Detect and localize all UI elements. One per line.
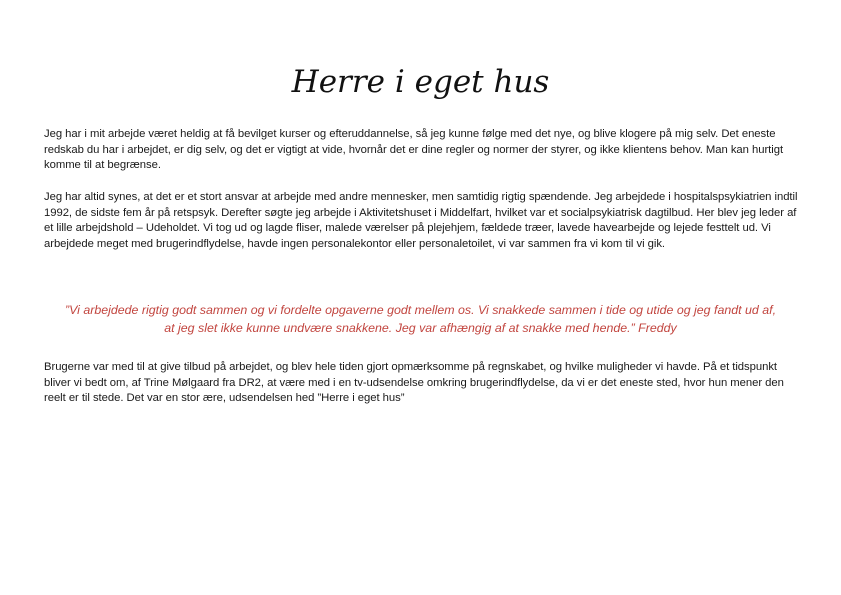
paragraph-intro: Jeg har i mit arbejde været heldig at få bevilget kurser og efteruddannelse, så jeg kunne følge med det nye, og blive klogere på mig selv. Det eneste redskab du har i arbejdet, er dig selv, og det er vigtigt at vide, hvornår det er dine regler og normer der styrer, og ikke klientens behov. Man kan hurtigt komme til at begrænse. <box>44 128 784 172</box>
paragraph-career: Jeg har altid synes, at det er et stort ansvar at arbejde med andre mennesker, men samtidig rigtig spændende. Jeg arbejdede i hospitalspsykiatrien indtil 1992, de sidste fem år på retspsyk. Derefter søgte jeg arbejde i Aktivitetshuset i Middelfart, hvilket var et socialpsykiatrisk dagtilbud. Her blev jeg leder af et lille arbejdshold – Udeholdet. Vi tog ud og lagde fliser, malede værelser på plejehjem, fældede træer, lavede havearbejde og lejede festtelt ud. Vi arbejdede meget med brugerindflydelse, havde ingen personalekontor eller personaletoilet, vi var sammen fra vi kom til vi gik. <box>44 191 798 250</box>
page-title: Herre i eget hus <box>291 64 550 100</box>
pull-quote: ”Vi arbejdede rigtig godt sammen og vi fordelte opgaverne godt mellem os. Vi snakkede sammen i tide og utide og jeg fandt ud af, at jeg slet ikke kunne undvære snakkene. Jeg var afhængig af at snakke med hende.” Freddy <box>64 303 777 335</box>
paragraph-tv-program: Brugerne var med til at give tilbud på arbejdet, og blev hele tiden gjort opmærksomme på regnskabet, og hvilke muligheder vi havde. På et tidspunkt bliver vi bedt om, af Trine Mølgaard fra DR2, at være med i en tv-udsendelse omkring brugerindflydelse, da vi er det eneste sted, hvor hun mener den reelt er til stede. Det var en stor ære, udsendelsen hed ”Herre i eget hus” <box>44 361 784 405</box>
